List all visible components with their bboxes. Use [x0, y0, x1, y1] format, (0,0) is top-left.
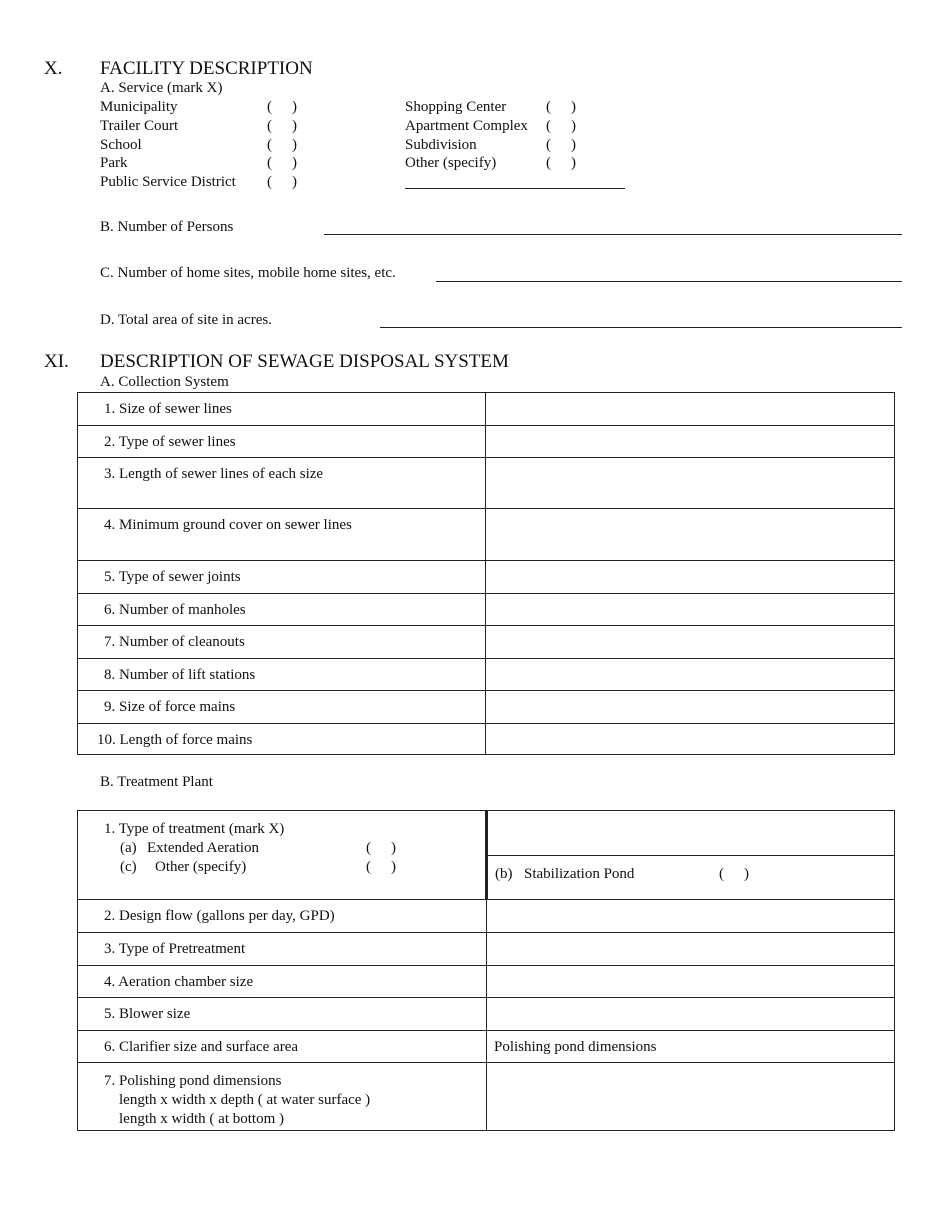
- home-sites-input-line[interactable]: [436, 281, 902, 282]
- table-row: [78, 900, 895, 933]
- option-other-specify-checkbox[interactable]: ( ): [546, 155, 576, 171]
- collection-row-input[interactable]: [486, 561, 895, 594]
- option-apartment-complex-checkbox[interactable]: ( ): [546, 118, 576, 134]
- section-xi-number: XI.: [44, 351, 69, 372]
- treatment-row-label: 3. Type of Pretreatment: [78, 933, 487, 966]
- collection-row-label: 1. Size of sewer lines: [78, 393, 486, 426]
- treatment-plant-label: B. Treatment Plant: [100, 774, 213, 790]
- collection-row-label: 8. Number of lift stations: [78, 659, 486, 691]
- option-trailer-court-checkbox[interactable]: ( ): [267, 118, 297, 134]
- option-school-label: School: [100, 137, 142, 153]
- table-row: [78, 1063, 895, 1131]
- collection-row-label: 4. Minimum ground cover on sewer lines: [78, 509, 486, 561]
- treatment-row-input[interactable]: [487, 998, 895, 1031]
- treatment-row-input[interactable]: [487, 900, 895, 933]
- option-c-letter: (c): [120, 859, 137, 875]
- option-school-checkbox[interactable]: ( ): [267, 137, 297, 153]
- collection-system-label: A. Collection System: [100, 374, 229, 390]
- collection-row-input[interactable]: [486, 509, 895, 561]
- option-park-label: Park: [100, 155, 128, 171]
- collection-row-input[interactable]: [486, 458, 895, 509]
- collection-row-input[interactable]: [486, 724, 895, 755]
- section-xi-title: DESCRIPTION OF SEWAGE DISPOSAL SYSTEM: [100, 351, 509, 372]
- treatment-type-cell: [78, 811, 487, 900]
- polishing-pond-dimensions-note: Polishing pond dimensions: [494, 1039, 657, 1055]
- option-stabilization-pond-label: Stabilization Pond: [524, 866, 635, 882]
- option-extended-aeration-checkbox[interactable]: ( ): [366, 840, 396, 856]
- table-row: [78, 811, 895, 856]
- option-extended-aeration-label: Extended Aeration: [147, 840, 260, 856]
- table-row: [78, 933, 895, 966]
- option-apartment-complex-label: Apartment Complex: [405, 118, 528, 134]
- treatment-row-input[interactable]: [487, 966, 895, 998]
- treatment-type-label: 1. Type of treatment (mark X): [104, 821, 285, 837]
- option-other-treatment-label: Other (specify): [155, 859, 247, 875]
- treatment-row-label: 5. Blower size: [78, 998, 487, 1031]
- other-specify-input-line[interactable]: [405, 188, 625, 189]
- table-row: [78, 509, 895, 561]
- collection-row-label: 3. Length of sewer lines of each size: [78, 458, 486, 509]
- table-row: [78, 626, 895, 659]
- treatment-row-label: 4. Aeration chamber size: [78, 966, 487, 998]
- table-row: [78, 1031, 895, 1063]
- collection-row-label: 2. Type of sewer lines: [78, 426, 486, 458]
- option-stabilization-pond-checkbox[interactable]: ( ): [719, 866, 749, 882]
- total-area-input-line[interactable]: [380, 327, 902, 328]
- treatment-row-label: 2. Design flow (gallons per day, GPD): [78, 900, 487, 933]
- table-row: [78, 966, 895, 998]
- option-a-letter: (a): [120, 840, 137, 856]
- treatment-row-input[interactable]: [487, 1063, 895, 1131]
- option-park-checkbox[interactable]: ( ): [267, 155, 297, 171]
- section-x-title: FACILITY DESCRIPTION: [100, 58, 313, 79]
- treatment-type-input-top[interactable]: [487, 811, 895, 856]
- option-other-specify-label: Other (specify): [405, 155, 497, 171]
- option-public-service-district-label: Public Service District: [100, 174, 236, 190]
- stabilization-pond-cell: [487, 856, 895, 900]
- collection-row-label: 7. Number of cleanouts: [78, 626, 486, 659]
- table-row: [78, 691, 895, 724]
- option-other-treatment-checkbox[interactable]: ( ): [366, 859, 396, 875]
- table-row: [78, 426, 895, 458]
- section-x-number: X.: [44, 58, 63, 79]
- treatment-row-input[interactable]: [487, 933, 895, 966]
- service-label: A. Service (mark X): [100, 80, 223, 96]
- option-b-letter: (b): [495, 866, 513, 882]
- treatment-row-input: [487, 1031, 895, 1063]
- option-subdivision-checkbox[interactable]: ( ): [546, 137, 576, 153]
- collection-row-label: 5. Type of sewer joints: [78, 561, 486, 594]
- collection-row-input[interactable]: [486, 626, 895, 659]
- table-row: [78, 561, 895, 594]
- home-sites-label: C. Number of home sites, mobile home sites, etc.: [100, 265, 396, 281]
- number-of-persons-input-line[interactable]: [324, 234, 902, 235]
- option-municipality-checkbox[interactable]: ( ): [267, 99, 297, 115]
- option-shopping-center-checkbox[interactable]: ( ): [546, 99, 576, 115]
- collection-row-label: 9. Size of force mains: [78, 691, 486, 724]
- collection-row-input[interactable]: [486, 393, 895, 426]
- option-trailer-court-label: Trailer Court: [100, 118, 179, 134]
- treatment-row-label: 6. Clarifier size and surface area: [78, 1031, 487, 1063]
- collection-row-input[interactable]: [486, 659, 895, 691]
- table-row: [78, 393, 895, 426]
- table-row: [78, 998, 895, 1031]
- collection-row-label: 10. Length of force mains: [78, 724, 486, 755]
- table-row: [78, 724, 895, 755]
- total-area-label: D. Total area of site in acres.: [100, 312, 272, 328]
- collection-row-input[interactable]: [486, 426, 895, 458]
- option-public-service-district-checkbox[interactable]: ( ): [267, 174, 297, 190]
- treatment-row-label: 7. Polishing pond dimensions length x width x depth ( at water surface ) length x width ( at bottom ): [78, 1063, 487, 1131]
- option-subdivision-label: Subdivision: [405, 137, 477, 153]
- treatment-plant-table: [77, 810, 895, 1131]
- option-municipality-label: Municipality: [100, 99, 178, 115]
- option-shopping-center-label: Shopping Center: [405, 99, 507, 115]
- collection-row-label: 6. Number of manholes: [78, 594, 486, 626]
- number-of-persons-label: B. Number of Persons: [100, 219, 234, 235]
- collection-row-input[interactable]: [486, 594, 895, 626]
- collection-row-input[interactable]: [486, 691, 895, 724]
- table-row: [78, 458, 895, 509]
- collection-system-table: [77, 392, 895, 755]
- table-row: [78, 594, 895, 626]
- table-row: [78, 659, 895, 691]
